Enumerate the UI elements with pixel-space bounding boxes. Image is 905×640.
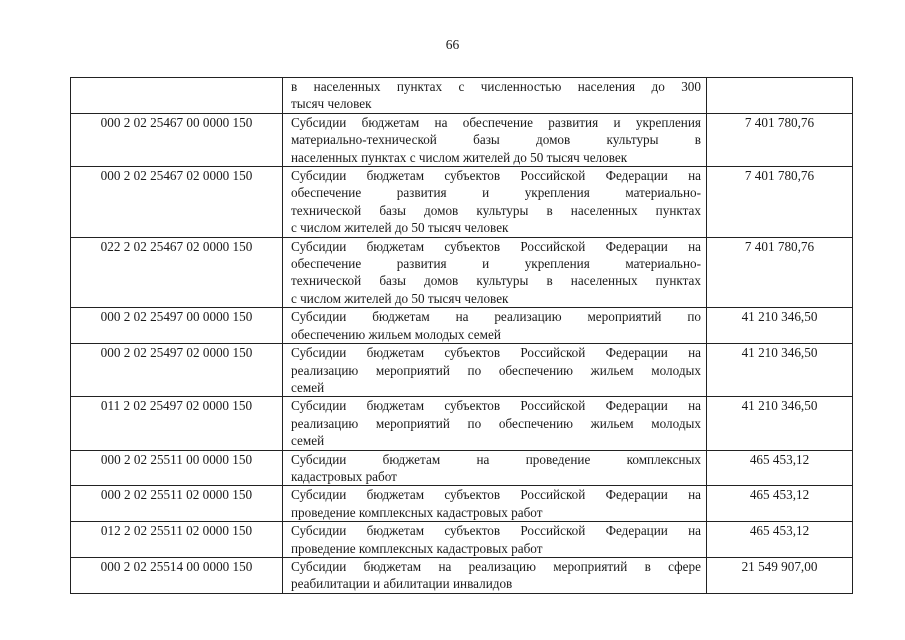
description-line: Субсидии бюджетам субъектов Российской Федерации на <box>291 487 701 503</box>
table-row <box>71 522 853 558</box>
page-number: 66 <box>445 37 460 52</box>
table-row <box>71 78 853 114</box>
description-line: кадастровых работ <box>291 468 397 484</box>
amount-cell: 465 453,12 <box>707 450 853 486</box>
description-line: проведение комплексных кадастровых работ <box>291 540 543 556</box>
table-row <box>71 397 853 450</box>
description-line: Субсидии бюджетам на проведение комплексных <box>291 451 701 467</box>
table-row <box>71 557 853 593</box>
description-line: материально-технической базы домов культуры в <box>291 132 701 148</box>
amount-cell: 21 549 907,00 <box>707 557 853 593</box>
amount-cell: 41 210 346,50 <box>707 344 853 397</box>
budget-code-cell: 000 2 02 25467 02 0000 150 <box>71 167 283 238</box>
description-line: Субсидии бюджетам субъектов Российской Федерации на <box>291 523 701 539</box>
description-line: Субсидии бюджетам на обеспечение развития и укрепления <box>291 114 701 130</box>
description-line: семей <box>291 379 325 395</box>
description-line: Субсидии бюджетам субъектов Российской Федерации на <box>291 398 701 414</box>
description-line: Субсидии бюджетам на реализацию мероприятий в сфере <box>291 558 701 574</box>
description-line: технической базы домов культуры в населенных пунктах <box>291 273 701 289</box>
budget-code-cell: 000 2 02 25511 00 0000 150 <box>71 450 283 486</box>
budget-code-cell: 000 2 02 25514 00 0000 150 <box>71 557 283 593</box>
budget-code-cell: 022 2 02 25467 02 0000 150 <box>71 237 283 308</box>
description-cell <box>283 450 707 486</box>
description-line: населенных пунктах с числом жителей до 50 тысяч человек <box>291 149 628 165</box>
description-cell <box>283 522 707 558</box>
description-cell <box>283 557 707 593</box>
description-line: Субсидии бюджетам субъектов Российской Федерации на <box>291 238 701 254</box>
table-row <box>71 450 853 486</box>
table-row <box>71 113 853 166</box>
table-row <box>71 237 853 308</box>
description-line: технической базы домов культуры в населенных пунктах <box>291 202 701 218</box>
amount-cell: 41 210 346,50 <box>707 397 853 450</box>
description-line: реабилитации и абилитации инвалидов <box>291 576 513 592</box>
description-line: обеспечение развития и укрепления материально- <box>291 185 701 201</box>
description-cell <box>283 237 707 308</box>
description-cell <box>283 78 707 114</box>
budget-code-cell: 011 2 02 25497 02 0000 150 <box>71 397 283 450</box>
description-cell <box>283 167 707 238</box>
description-line: реализацию мероприятий по обеспечению жильем молодых <box>291 415 701 431</box>
amount-cell: 7 401 780,76 <box>707 167 853 238</box>
description-line: реализацию мероприятий по обеспечению жильем молодых <box>291 362 701 378</box>
budget-code-cell: 000 2 02 25497 02 0000 150 <box>71 344 283 397</box>
description-line: с числом жителей до 50 тысяч человек <box>291 290 509 306</box>
table-row <box>71 167 853 238</box>
description-line: Субсидии бюджетам субъектов Российской Федерации на <box>291 168 701 184</box>
amount-cell: 7 401 780,76 <box>707 237 853 308</box>
budget-code-cell: 000 2 02 25497 00 0000 150 <box>71 308 283 344</box>
amount-cell: 465 453,12 <box>707 486 853 522</box>
budget-revenue-table <box>70 77 853 594</box>
amount-cell: 41 210 346,50 <box>707 308 853 344</box>
amount-cell: 7 401 780,76 <box>707 113 853 166</box>
table-row <box>71 344 853 397</box>
table-row <box>71 486 853 522</box>
description-cell <box>283 113 707 166</box>
description-line: проведение комплексных кадастровых работ <box>291 504 543 520</box>
description-cell <box>283 344 707 397</box>
description-cell <box>283 486 707 522</box>
description-line: Субсидии бюджетам субъектов Российской Федерации на <box>291 345 701 361</box>
description-cell <box>283 397 707 450</box>
amount-cell <box>707 78 853 114</box>
table-body <box>71 78 853 594</box>
budget-code-cell: 000 2 02 25467 00 0000 150 <box>71 113 283 166</box>
description-line: семей <box>291 433 325 449</box>
description-line: обеспечение развития и укрепления материально- <box>291 256 701 272</box>
description-line: с числом жителей до 50 тысяч человек <box>291 220 509 236</box>
budget-code-cell: 012 2 02 25511 02 0000 150 <box>71 522 283 558</box>
amount-cell: 465 453,12 <box>707 522 853 558</box>
description-line: в населенных пунктах с численностью населения до 300 <box>291 79 701 94</box>
description-line: Субсидии бюджетам на реализацию мероприятий по <box>291 309 701 325</box>
table-row <box>71 308 853 344</box>
budget-code-cell: 000 2 02 25511 02 0000 150 <box>71 486 283 522</box>
budget-code-cell <box>71 78 283 114</box>
description-cell <box>283 308 707 344</box>
description-line: тысяч человек <box>291 96 372 112</box>
description-line: обеспечению жильем молодых семей <box>291 326 501 342</box>
